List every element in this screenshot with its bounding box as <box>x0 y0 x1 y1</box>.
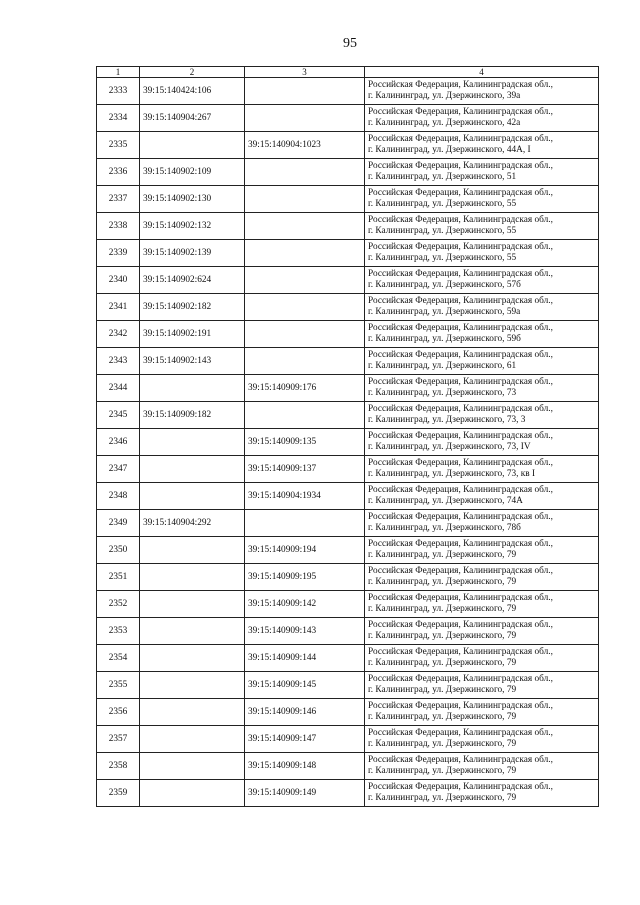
address-line-2: г. Калининград, ул. Дзержинского, 79 <box>368 577 517 587</box>
header-row <box>97 67 599 78</box>
cadastral-number-col2: 39:15:140904:292 <box>140 510 245 537</box>
address-line-1: Российская Федерация, Калининградская обл., <box>368 647 553 657</box>
row-number: 2343 <box>97 348 140 375</box>
address-line-2: г. Калининград, ул. Дзержинского, 79 <box>368 685 517 695</box>
cadastral-number-col2 <box>140 537 245 564</box>
row-number: 2347 <box>97 456 140 483</box>
row-number: 2358 <box>97 753 140 780</box>
table-row <box>97 240 599 267</box>
cadastral-number-col3 <box>245 348 365 375</box>
address-line-2: г. Калининград, ул. Дзержинского, 79 <box>368 793 517 803</box>
table-row <box>97 672 599 699</box>
address-line-1: Российская Федерация, Калининградская обл., <box>368 485 553 495</box>
address-cell <box>365 510 599 537</box>
cadastral-number-col3: 39:15:140909:142 <box>245 591 365 618</box>
row-number: 2359 <box>97 780 140 807</box>
cadastral-number-col3 <box>245 213 365 240</box>
table-row <box>97 483 599 510</box>
address-line-1: Российская Федерация, Калининградская обл., <box>368 674 553 684</box>
address-cell <box>365 456 599 483</box>
cadastral-number-col3: 39:15:140909:148 <box>245 753 365 780</box>
address-cell <box>365 213 599 240</box>
address-line-2: г. Калининград, ул. Дзержинского, 79 <box>368 739 517 749</box>
row-number: 2342 <box>97 321 140 348</box>
address-line-2: г. Калининград, ул. Дзержинского, 79 <box>368 712 517 722</box>
address-cell <box>365 348 599 375</box>
address-cell <box>365 159 599 186</box>
address-cell <box>365 618 599 645</box>
address-line-2: г. Калининград, ул. Дзержинского, 79 <box>368 631 517 641</box>
address-cell <box>365 402 599 429</box>
address-cell <box>365 780 599 807</box>
address-line-2: г. Калининград, ул. Дзержинского, 57б <box>368 280 521 290</box>
address-line-1: Российская Федерация, Калининградская обл., <box>368 539 553 549</box>
cadastral-number-col3 <box>245 240 365 267</box>
table-row <box>97 186 599 213</box>
address-line-1: Российская Федерация, Калининградская обл., <box>368 161 553 171</box>
address-line-1: Российская Федерация, Калининградская обл., <box>368 593 553 603</box>
address-line-1: Российская Федерация, Калининградская обл., <box>368 701 553 711</box>
address-line-1: Российская Федерация, Калининградская обл., <box>368 512 553 522</box>
table-row <box>97 780 599 807</box>
cadastral-number-col2: 39:15:140424:106 <box>140 78 245 105</box>
address-line-1: Российская Федерация, Калининградская обл., <box>368 350 553 360</box>
cadastral-number-col3: 39:15:140909:135 <box>245 429 365 456</box>
address-line-2: г. Калининград, ул. Дзержинского, 79 <box>368 766 517 776</box>
cadastral-number-col2 <box>140 564 245 591</box>
cadastral-number-col2 <box>140 672 245 699</box>
cadastral-number-col3 <box>245 510 365 537</box>
cadastral-number-col3: 39:15:140909:195 <box>245 564 365 591</box>
address-line-2: г. Калининград, ул. Дзержинского, 61 <box>368 361 517 371</box>
column-header-2: 2 <box>140 67 245 78</box>
cadastral-number-col3: 39:15:140909:194 <box>245 537 365 564</box>
address-line-2: г. Калининград, ул. Дзержинского, 55 <box>368 199 517 209</box>
table-row <box>97 105 599 132</box>
table-row <box>97 510 599 537</box>
cadastral-number-col2: 39:15:140902:182 <box>140 294 245 321</box>
address-cell <box>365 267 599 294</box>
row-number: 2353 <box>97 618 140 645</box>
row-number: 2339 <box>97 240 140 267</box>
address-cell <box>365 591 599 618</box>
cadastral-number-col3: 39:15:140909:144 <box>245 645 365 672</box>
table-row <box>97 699 599 726</box>
row-number: 2349 <box>97 510 140 537</box>
address-line-2: г. Калининград, ул. Дзержинского, 59а <box>368 307 521 317</box>
table-row <box>97 321 599 348</box>
cadastral-number-col3: 39:15:140909:147 <box>245 726 365 753</box>
address-cell <box>365 132 599 159</box>
address-line-1: Российская Федерация, Калининградская обл., <box>368 431 553 441</box>
address-cell <box>365 672 599 699</box>
address-line-2: г. Калининград, ул. Дзержинского, 73, IV <box>368 442 531 452</box>
row-number: 2336 <box>97 159 140 186</box>
cadastral-number-col3 <box>245 105 365 132</box>
address-cell <box>365 726 599 753</box>
cadastral-number-col2: 39:15:140902:143 <box>140 348 245 375</box>
address-line-2: г. Калининград, ул. Дзержинского, 79 <box>368 658 517 668</box>
table-row <box>97 429 599 456</box>
cadastral-number-col2 <box>140 483 245 510</box>
row-number: 2355 <box>97 672 140 699</box>
address-line-1: Российская Федерация, Калининградская обл., <box>368 782 553 792</box>
table-row <box>97 78 599 105</box>
table-row <box>97 213 599 240</box>
cadastral-number-col2: 39:15:140902:130 <box>140 186 245 213</box>
address-line-2: г. Калининград, ул. Дзержинского, 42а <box>368 118 521 128</box>
cadastral-number-col3 <box>245 186 365 213</box>
address-cell <box>365 375 599 402</box>
cadastral-number-col2 <box>140 780 245 807</box>
row-number: 2341 <box>97 294 140 321</box>
address-cell <box>365 78 599 105</box>
cadastral-number-col2: 39:15:140902:624 <box>140 267 245 294</box>
address-cell <box>365 105 599 132</box>
cadastral-number-col2 <box>140 591 245 618</box>
table-row <box>97 267 599 294</box>
address-line-2: г. Калининград, ул. Дзержинского, 79 <box>368 550 517 560</box>
address-cell <box>365 321 599 348</box>
address-line-2: г. Калининград, ул. Дзержинского, 39а <box>368 91 521 101</box>
row-number: 2340 <box>97 267 140 294</box>
address-line-1: Российская Федерация, Калининградская обл., <box>368 188 553 198</box>
address-cell <box>365 645 599 672</box>
cadastral-number-col3 <box>245 267 365 294</box>
address-line-2: г. Калининград, ул. Дзержинского, 73, кв I <box>368 469 536 479</box>
row-number: 2350 <box>97 537 140 564</box>
address-line-2: г. Калининград, ул. Дзержинского, 74А <box>368 496 523 506</box>
address-cell <box>365 483 599 510</box>
registry-table <box>96 66 599 807</box>
cadastral-number-col3: 39:15:140904:1934 <box>245 483 365 510</box>
address-line-1: Российская Федерация, Калининградская обл., <box>368 215 553 225</box>
row-number: 2354 <box>97 645 140 672</box>
address-cell <box>365 429 599 456</box>
address-line-1: Российская Федерация, Калининградская обл., <box>368 458 553 468</box>
table-row <box>97 456 599 483</box>
cadastral-number-col3: 39:15:140909:146 <box>245 699 365 726</box>
address-line-1: Российская Федерация, Калининградская обл., <box>368 80 553 90</box>
table-row <box>97 753 599 780</box>
address-line-1: Российская Федерация, Калининградская обл., <box>368 566 553 576</box>
cadastral-number-col3: 39:15:140909:176 <box>245 375 365 402</box>
table-row <box>97 591 599 618</box>
cadastral-number-col3 <box>245 159 365 186</box>
row-number: 2338 <box>97 213 140 240</box>
column-header-4: 4 <box>365 67 599 78</box>
address-cell <box>365 537 599 564</box>
cadastral-number-col3: 39:15:140909:149 <box>245 780 365 807</box>
address-line-1: Российская Федерация, Калининградская обл., <box>368 728 553 738</box>
address-cell <box>365 294 599 321</box>
address-cell <box>365 564 599 591</box>
cadastral-number-col2: 39:15:140909:182 <box>140 402 245 429</box>
table-row <box>97 537 599 564</box>
address-line-2: г. Калининград, ул. Дзержинского, 78б <box>368 523 521 533</box>
address-line-2: г. Калининград, ул. Дзержинского, 73 <box>368 388 517 398</box>
cadastral-number-col2: 39:15:140902:132 <box>140 213 245 240</box>
address-line-2: г. Калининград, ул. Дзержинского, 55 <box>368 253 517 263</box>
row-number: 2356 <box>97 699 140 726</box>
cadastral-number-col3 <box>245 321 365 348</box>
column-header-3: 3 <box>245 67 365 78</box>
address-line-2: г. Калининград, ул. Дзержинского, 44А, I <box>368 145 531 155</box>
cadastral-number-col2 <box>140 618 245 645</box>
cadastral-number-col3: 39:15:140909:145 <box>245 672 365 699</box>
table-row <box>97 645 599 672</box>
cadastral-number-col3 <box>245 402 365 429</box>
address-line-1: Российская Федерация, Калининградская обл., <box>368 620 553 630</box>
table-row <box>97 159 599 186</box>
address-line-1: Российская Федерация, Калининградская обл., <box>368 323 553 333</box>
table-body <box>97 78 599 807</box>
page-number: 95 <box>343 36 357 51</box>
cadastral-number-col2 <box>140 753 245 780</box>
address-line-1: Российская Федерация, Калининградская обл., <box>368 404 553 414</box>
cadastral-number-col2: 39:15:140902:191 <box>140 321 245 348</box>
cadastral-number-col2 <box>140 699 245 726</box>
address-line-1: Российская Федерация, Калининградская обл., <box>368 134 553 144</box>
table-header <box>97 67 599 78</box>
address-line-2: г. Калининград, ул. Дзержинского, 73, 3 <box>368 415 526 425</box>
cadastral-number-col3: 39:15:140909:137 <box>245 456 365 483</box>
table-row <box>97 348 599 375</box>
address-line-1: Российская Федерация, Калининградская обл., <box>368 377 553 387</box>
address-line-2: г. Калининград, ул. Дзержинского, 59б <box>368 334 521 344</box>
cadastral-number-col3: 39:15:140909:143 <box>245 618 365 645</box>
address-cell <box>365 240 599 267</box>
table-row <box>97 618 599 645</box>
address-line-1: Российская Федерация, Калининградская обл., <box>368 242 553 252</box>
cadastral-number-col3 <box>245 294 365 321</box>
cadastral-number-col2 <box>140 456 245 483</box>
address-line-1: Российская Федерация, Калининградская обл., <box>368 296 553 306</box>
column-header-1: 1 <box>97 67 140 78</box>
row-number: 2344 <box>97 375 140 402</box>
cadastral-number-col2 <box>140 726 245 753</box>
row-number: 2346 <box>97 429 140 456</box>
cadastral-number-col3 <box>245 78 365 105</box>
row-number: 2345 <box>97 402 140 429</box>
row-number: 2335 <box>97 132 140 159</box>
row-number: 2357 <box>97 726 140 753</box>
address-cell <box>365 186 599 213</box>
row-number: 2352 <box>97 591 140 618</box>
address-line-2: г. Калининград, ул. Дзержинского, 51 <box>368 172 517 182</box>
table-row <box>97 402 599 429</box>
cadastral-number-col2: 39:15:140904:267 <box>140 105 245 132</box>
row-number: 2333 <box>97 78 140 105</box>
cadastral-number-col3: 39:15:140904:1023 <box>245 132 365 159</box>
address-line-2: г. Калининград, ул. Дзержинского, 55 <box>368 226 517 236</box>
address-cell <box>365 699 599 726</box>
cadastral-number-col2 <box>140 132 245 159</box>
table-row <box>97 294 599 321</box>
row-number: 2334 <box>97 105 140 132</box>
row-number: 2348 <box>97 483 140 510</box>
table-row <box>97 375 599 402</box>
address-line-1: Российская Федерация, Калининградская обл., <box>368 755 553 765</box>
row-number: 2351 <box>97 564 140 591</box>
table-row <box>97 726 599 753</box>
address-line-1: Российская Федерация, Калининградская обл., <box>368 269 553 279</box>
row-number: 2337 <box>97 186 140 213</box>
address-line-2: г. Калининград, ул. Дзержинского, 79 <box>368 604 517 614</box>
table-row <box>97 132 599 159</box>
cadastral-number-col2 <box>140 375 245 402</box>
cadastral-number-col2 <box>140 645 245 672</box>
cadastral-number-col2: 39:15:140902:139 <box>140 240 245 267</box>
cadastral-number-col2 <box>140 429 245 456</box>
address-cell <box>365 753 599 780</box>
table-row <box>97 564 599 591</box>
cadastral-number-col2: 39:15:140902:109 <box>140 159 245 186</box>
address-line-1: Российская Федерация, Калининградская обл., <box>368 107 553 117</box>
